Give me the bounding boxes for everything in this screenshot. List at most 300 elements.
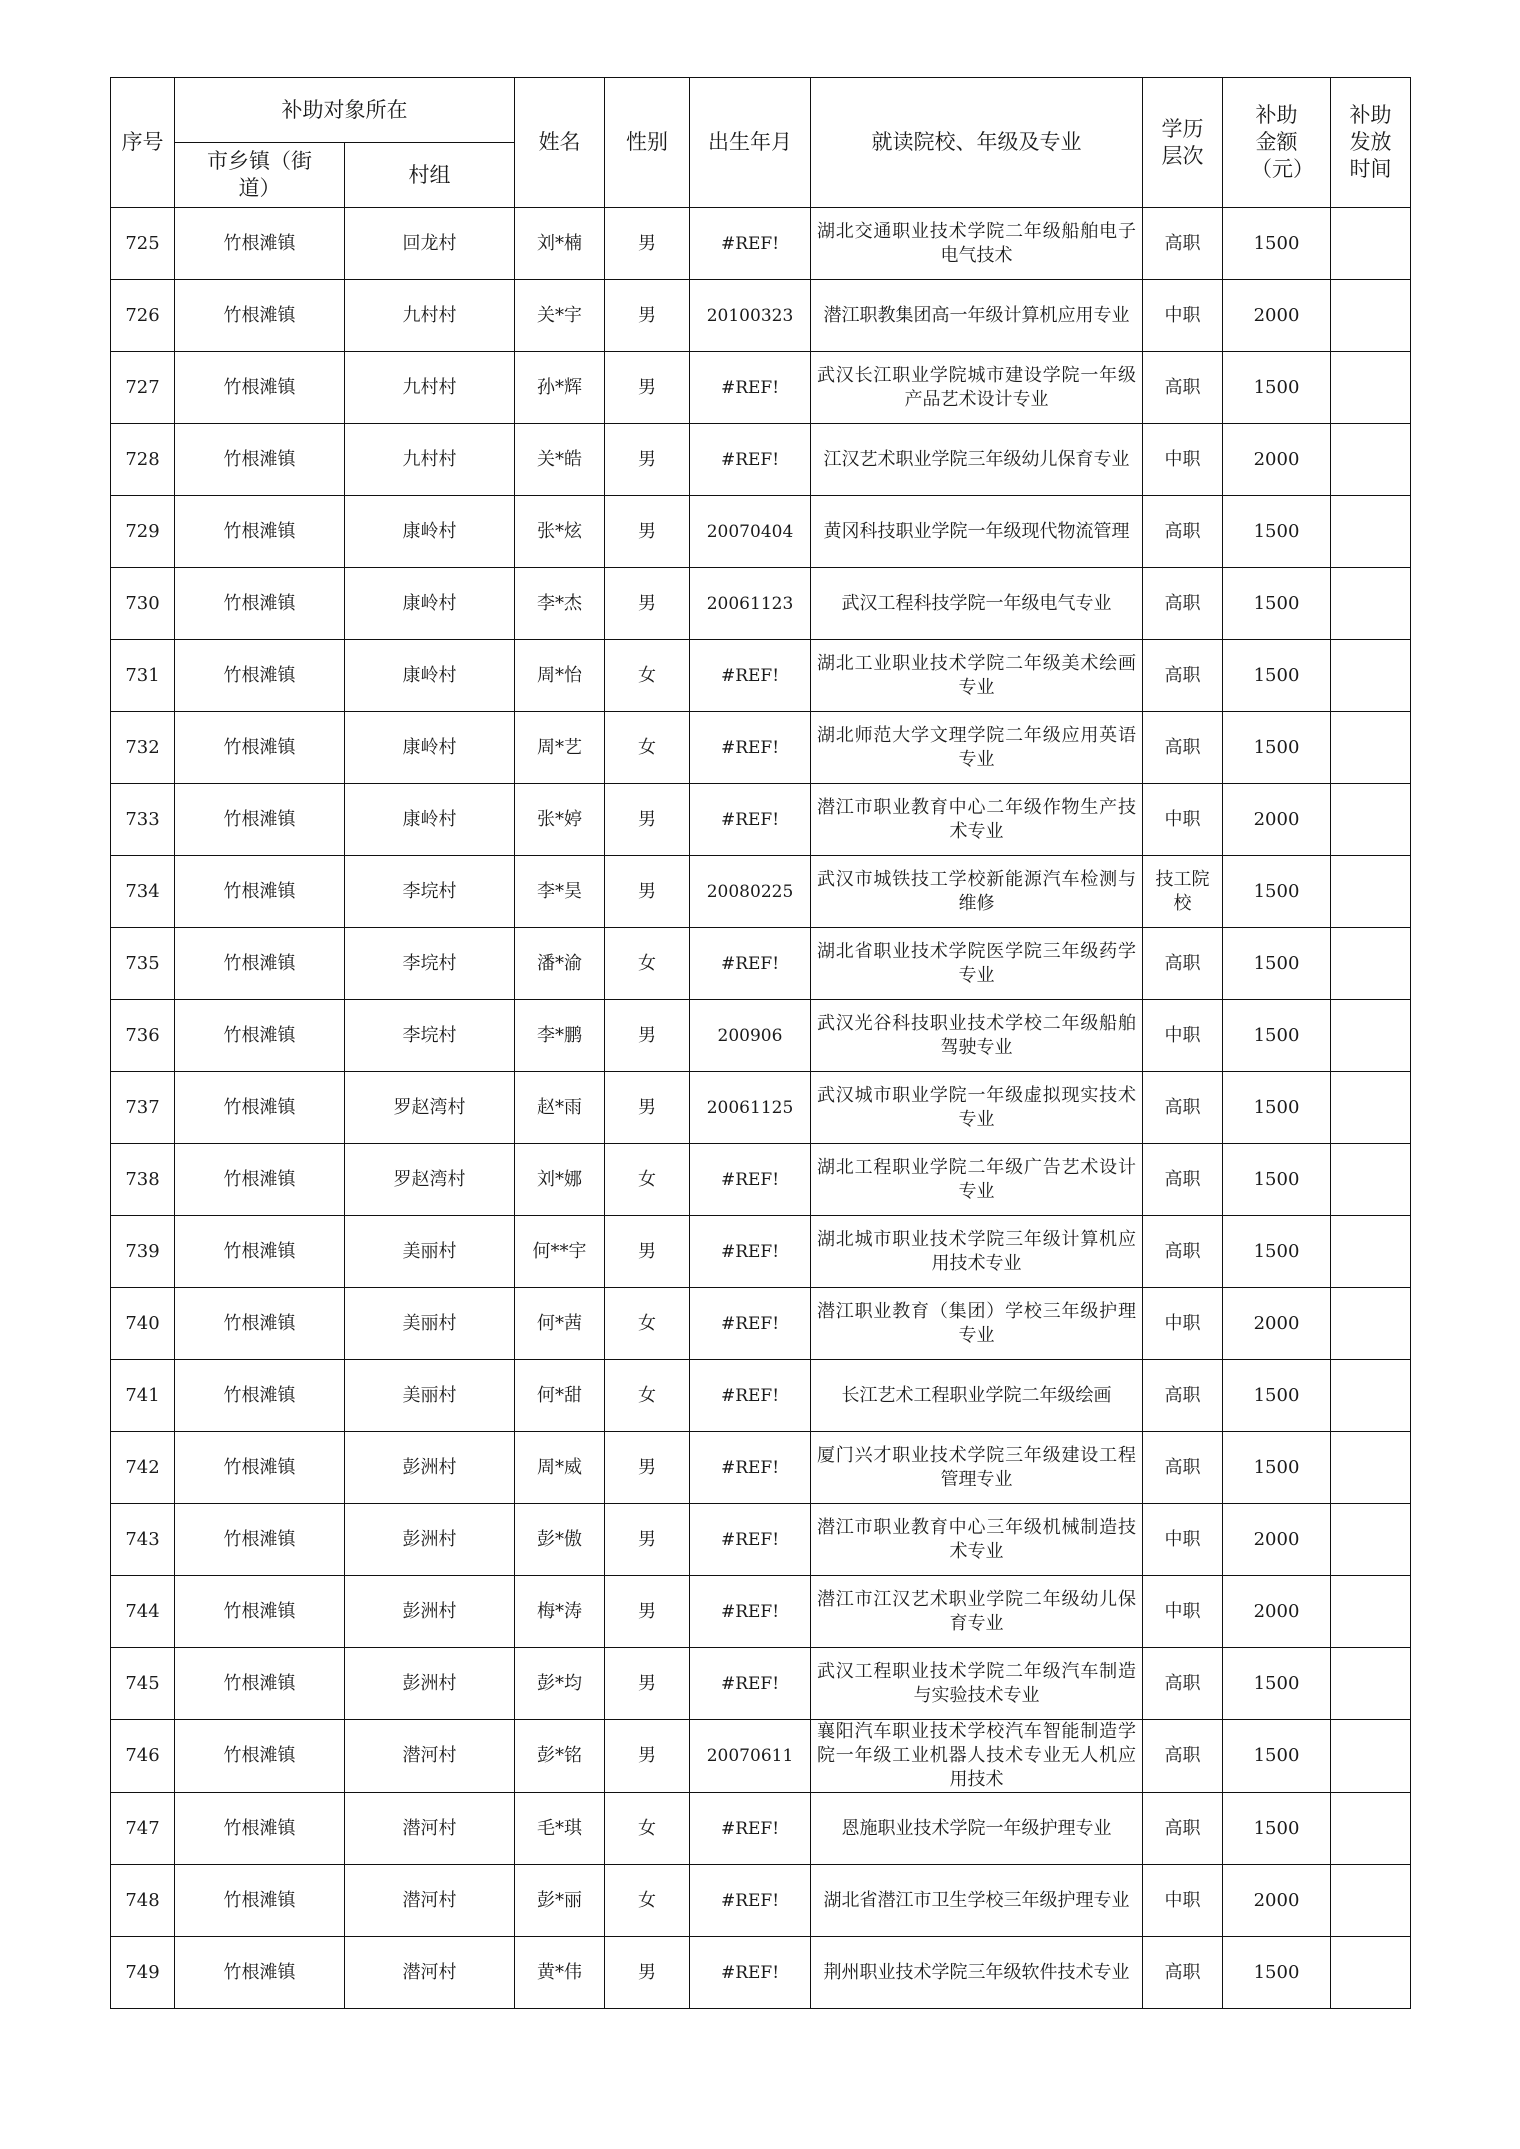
header-level: 学历层次 xyxy=(1143,78,1223,208)
cell-time xyxy=(1331,1720,1411,1793)
header-school: 就读院校、年级及专业 xyxy=(811,78,1143,208)
cell-birth: #REF! xyxy=(690,1360,811,1432)
school-text: 湖北工程职业学院二年级广告艺术设计专业 xyxy=(817,1156,1136,1202)
cell-town: 竹根滩镇 xyxy=(175,1000,345,1072)
subsidy-table xyxy=(110,77,1411,2009)
cell-birth: 20080225 xyxy=(690,856,811,928)
table-row xyxy=(111,712,1411,784)
cell-seq: 747 xyxy=(111,1793,175,1865)
cell-town: 竹根滩镇 xyxy=(175,1937,345,2009)
cell-amount: 2000 xyxy=(1223,1865,1331,1937)
cell-birth: #REF! xyxy=(690,352,811,424)
cell-school xyxy=(811,1216,1143,1288)
header-seq: 序号 xyxy=(111,78,175,208)
cell-village: 九村村 xyxy=(345,424,515,496)
cell-gender: 男 xyxy=(605,496,690,568)
table-row xyxy=(111,1720,1411,1793)
cell-seq: 729 xyxy=(111,496,175,568)
cell-level: 高职 xyxy=(1143,1793,1223,1865)
cell-name: 刘*楠 xyxy=(515,208,605,280)
cell-amount: 2000 xyxy=(1223,1504,1331,1576)
cell-birth: #REF! xyxy=(690,712,811,784)
cell-town: 竹根滩镇 xyxy=(175,1360,345,1432)
table-row xyxy=(111,928,1411,1000)
cell-time xyxy=(1331,1144,1411,1216)
header-gender: 性别 xyxy=(605,78,690,208)
school-text: 湖北省潜江市卫生学校三年级护理专业 xyxy=(823,1889,1130,1911)
cell-village: 李垸村 xyxy=(345,856,515,928)
cell-village: 康岭村 xyxy=(345,784,515,856)
cell-seq: 749 xyxy=(111,1937,175,2009)
cell-school xyxy=(811,712,1143,784)
cell-time xyxy=(1331,1360,1411,1432)
cell-time xyxy=(1331,1000,1411,1072)
table-row xyxy=(111,424,1411,496)
cell-gender: 男 xyxy=(605,1576,690,1648)
cell-amount: 1500 xyxy=(1223,208,1331,280)
school-text: 潜江市职业教育中心三年级机械制造技术专业 xyxy=(817,1516,1136,1562)
cell-town: 竹根滩镇 xyxy=(175,784,345,856)
school-text: 荆州职业技术学院三年级软件技术专业 xyxy=(823,1961,1130,1983)
cell-school xyxy=(811,1072,1143,1144)
cell-name: 刘*娜 xyxy=(515,1144,605,1216)
cell-village: 康岭村 xyxy=(345,568,515,640)
cell-town: 竹根滩镇 xyxy=(175,424,345,496)
cell-school xyxy=(811,352,1143,424)
cell-level: 高职 xyxy=(1143,1144,1223,1216)
school-text: 潜江职教集团高一年级计算机应用专业 xyxy=(823,304,1130,326)
table-row xyxy=(111,1000,1411,1072)
cell-level: 高职 xyxy=(1143,1216,1223,1288)
cell-name: 潘*渝 xyxy=(515,928,605,1000)
cell-level: 高职 xyxy=(1143,496,1223,568)
cell-gender: 男 xyxy=(605,1504,690,1576)
cell-village: 潜河村 xyxy=(345,1793,515,1865)
cell-seq: 736 xyxy=(111,1000,175,1072)
cell-school xyxy=(811,1000,1143,1072)
cell-level: 中职 xyxy=(1143,784,1223,856)
school-text: 恩施职业技术学院一年级护理专业 xyxy=(841,1817,1112,1839)
cell-name: 彭*铭 xyxy=(515,1720,605,1793)
cell-school xyxy=(811,424,1143,496)
cell-seq: 731 xyxy=(111,640,175,712)
table-row xyxy=(111,640,1411,712)
school-text: 襄阳汽车职业技术学校汽车智能制造学院一年级工业机器人技术专业无人机应用技术 xyxy=(817,1721,1136,1790)
header-amount: 补助金额（元） xyxy=(1223,78,1331,208)
table-row xyxy=(111,784,1411,856)
cell-school xyxy=(811,1360,1143,1432)
header-time: 补助发放时间 xyxy=(1331,78,1411,208)
cell-amount: 1500 xyxy=(1223,496,1331,568)
cell-level: 中职 xyxy=(1143,1000,1223,1072)
cell-seq: 739 xyxy=(111,1216,175,1288)
table-row xyxy=(111,1576,1411,1648)
cell-birth: 20061125 xyxy=(690,1072,811,1144)
cell-time xyxy=(1331,1288,1411,1360)
school-text: 武汉工程职业技术学院二年级汽车制造与实验技术专业 xyxy=(817,1660,1136,1706)
cell-village: 潜河村 xyxy=(345,1720,515,1793)
cell-seq: 732 xyxy=(111,712,175,784)
table-row xyxy=(111,1360,1411,1432)
school-text: 潜江市江汉艺术职业学院二年级幼儿保育专业 xyxy=(817,1588,1136,1634)
cell-birth: 200906 xyxy=(690,1000,811,1072)
cell-school xyxy=(811,1144,1143,1216)
table-row xyxy=(111,496,1411,568)
cell-name: 孙*辉 xyxy=(515,352,605,424)
cell-name: 李*杰 xyxy=(515,568,605,640)
cell-birth: 20070611 xyxy=(690,1720,811,1793)
cell-seq: 738 xyxy=(111,1144,175,1216)
cell-seq: 740 xyxy=(111,1288,175,1360)
cell-town: 竹根滩镇 xyxy=(175,1216,345,1288)
school-text: 湖北城市职业技术学院三年级计算机应用技术专业 xyxy=(817,1228,1136,1274)
cell-village: 罗赵湾村 xyxy=(345,1144,515,1216)
cell-level: 中职 xyxy=(1143,280,1223,352)
school-text: 长江艺术工程职业学院二年级绘画 xyxy=(841,1384,1112,1406)
cell-village: 潜河村 xyxy=(345,1937,515,2009)
cell-time xyxy=(1331,640,1411,712)
cell-school xyxy=(811,640,1143,712)
cell-time xyxy=(1331,1504,1411,1576)
cell-school xyxy=(811,784,1143,856)
cell-village: 九村村 xyxy=(345,352,515,424)
cell-level: 高职 xyxy=(1143,1432,1223,1504)
table-row xyxy=(111,1793,1411,1865)
cell-amount: 1500 xyxy=(1223,568,1331,640)
header-name: 姓名 xyxy=(515,78,605,208)
cell-school xyxy=(811,928,1143,1000)
cell-village: 彭洲村 xyxy=(345,1432,515,1504)
cell-village: 潜河村 xyxy=(345,1865,515,1937)
cell-name: 何*甜 xyxy=(515,1360,605,1432)
table-row xyxy=(111,856,1411,928)
cell-town: 竹根滩镇 xyxy=(175,1576,345,1648)
cell-time xyxy=(1331,1937,1411,2009)
cell-birth: #REF! xyxy=(690,1504,811,1576)
cell-level: 高职 xyxy=(1143,928,1223,1000)
cell-amount: 2000 xyxy=(1223,280,1331,352)
cell-amount: 1500 xyxy=(1223,1432,1331,1504)
cell-name: 李*昊 xyxy=(515,856,605,928)
cell-town: 竹根滩镇 xyxy=(175,280,345,352)
cell-gender: 男 xyxy=(605,1216,690,1288)
cell-time xyxy=(1331,208,1411,280)
cell-gender: 男 xyxy=(605,208,690,280)
cell-level: 高职 xyxy=(1143,352,1223,424)
cell-village: 康岭村 xyxy=(345,640,515,712)
cell-school xyxy=(811,1432,1143,1504)
cell-town: 竹根滩镇 xyxy=(175,352,345,424)
cell-school xyxy=(811,1793,1143,1865)
cell-seq: 743 xyxy=(111,1504,175,1576)
cell-seq: 733 xyxy=(111,784,175,856)
school-text: 武汉长江职业学院城市建设学院一年级产品艺术设计专业 xyxy=(817,364,1136,410)
cell-amount: 1500 xyxy=(1223,1144,1331,1216)
table-row xyxy=(111,1937,1411,2009)
cell-town: 竹根滩镇 xyxy=(175,856,345,928)
cell-school xyxy=(811,856,1143,928)
cell-gender: 女 xyxy=(605,1144,690,1216)
table-row xyxy=(111,1288,1411,1360)
cell-seq: 744 xyxy=(111,1576,175,1648)
cell-name: 张*婷 xyxy=(515,784,605,856)
cell-seq: 748 xyxy=(111,1865,175,1937)
cell-village: 彭洲村 xyxy=(345,1648,515,1720)
cell-level: 中职 xyxy=(1143,1504,1223,1576)
cell-level: 高职 xyxy=(1143,712,1223,784)
cell-birth: #REF! xyxy=(690,1144,811,1216)
cell-seq: 725 xyxy=(111,208,175,280)
cell-time xyxy=(1331,280,1411,352)
cell-name: 彭*丽 xyxy=(515,1865,605,1937)
cell-amount: 1500 xyxy=(1223,1360,1331,1432)
cell-amount: 1500 xyxy=(1223,1720,1331,1793)
cell-birth: #REF! xyxy=(690,784,811,856)
table-row xyxy=(111,1865,1411,1937)
school-text: 湖北师范大学文理学院二年级应用英语专业 xyxy=(817,724,1136,770)
cell-town: 竹根滩镇 xyxy=(175,1865,345,1937)
cell-name: 黄*伟 xyxy=(515,1937,605,2009)
header-location: 补助对象所在 xyxy=(175,78,515,143)
school-text: 武汉工程科技学院一年级电气专业 xyxy=(841,592,1112,614)
cell-town: 竹根滩镇 xyxy=(175,1648,345,1720)
header-village: 村组 xyxy=(345,143,515,208)
cell-birth: 20070404 xyxy=(690,496,811,568)
table-row xyxy=(111,1432,1411,1504)
cell-name: 关*宇 xyxy=(515,280,605,352)
cell-name: 毛*琪 xyxy=(515,1793,605,1865)
cell-time xyxy=(1331,856,1411,928)
cell-level: 中职 xyxy=(1143,1576,1223,1648)
cell-birth: #REF! xyxy=(690,1288,811,1360)
header-town: 市乡镇（街道） xyxy=(175,143,345,208)
cell-amount: 2000 xyxy=(1223,784,1331,856)
cell-birth: #REF! xyxy=(690,424,811,496)
cell-village: 李垸村 xyxy=(345,1000,515,1072)
cell-name: 彭*均 xyxy=(515,1648,605,1720)
cell-school xyxy=(811,1504,1143,1576)
cell-level: 中职 xyxy=(1143,1865,1223,1937)
table-row xyxy=(111,208,1411,280)
cell-amount: 1500 xyxy=(1223,928,1331,1000)
cell-village: 美丽村 xyxy=(345,1288,515,1360)
cell-birth: #REF! xyxy=(690,1648,811,1720)
cell-time xyxy=(1331,568,1411,640)
table-row xyxy=(111,280,1411,352)
cell-name: 关*皓 xyxy=(515,424,605,496)
cell-time xyxy=(1331,1432,1411,1504)
school-text: 湖北工业职业技术学院二年级美术绘画专业 xyxy=(817,652,1136,698)
cell-town: 竹根滩镇 xyxy=(175,1720,345,1793)
cell-gender: 女 xyxy=(605,712,690,784)
cell-gender: 男 xyxy=(605,1937,690,2009)
cell-time xyxy=(1331,1865,1411,1937)
cell-level: 中职 xyxy=(1143,424,1223,496)
cell-level: 高职 xyxy=(1143,568,1223,640)
cell-village: 九村村 xyxy=(345,280,515,352)
cell-seq: 737 xyxy=(111,1072,175,1144)
header-birth: 出生年月 xyxy=(690,78,811,208)
cell-amount: 2000 xyxy=(1223,424,1331,496)
cell-amount: 1500 xyxy=(1223,1793,1331,1865)
cell-village: 康岭村 xyxy=(345,496,515,568)
cell-school xyxy=(811,1937,1143,2009)
cell-school xyxy=(811,1720,1143,1793)
cell-birth: 20100323 xyxy=(690,280,811,352)
cell-amount: 1500 xyxy=(1223,856,1331,928)
cell-birth: #REF! xyxy=(690,1865,811,1937)
cell-time xyxy=(1331,1576,1411,1648)
cell-seq: 745 xyxy=(111,1648,175,1720)
cell-village: 罗赵湾村 xyxy=(345,1072,515,1144)
table-header xyxy=(111,78,1411,208)
cell-name: 何*茜 xyxy=(515,1288,605,1360)
cell-school xyxy=(811,1865,1143,1937)
cell-school xyxy=(811,208,1143,280)
cell-level: 高职 xyxy=(1143,208,1223,280)
cell-name: 何**宇 xyxy=(515,1216,605,1288)
cell-level: 高职 xyxy=(1143,1937,1223,2009)
cell-town: 竹根滩镇 xyxy=(175,928,345,1000)
cell-name: 赵*雨 xyxy=(515,1072,605,1144)
cell-name: 周*威 xyxy=(515,1432,605,1504)
cell-seq: 727 xyxy=(111,352,175,424)
cell-gender: 男 xyxy=(605,352,690,424)
cell-name: 周*艺 xyxy=(515,712,605,784)
cell-town: 竹根滩镇 xyxy=(175,1072,345,1144)
cell-gender: 男 xyxy=(605,280,690,352)
cell-level: 技工院校 xyxy=(1143,856,1223,928)
cell-village: 回龙村 xyxy=(345,208,515,280)
cell-gender: 男 xyxy=(605,1432,690,1504)
cell-time xyxy=(1331,496,1411,568)
table-row xyxy=(111,1144,1411,1216)
cell-amount: 1500 xyxy=(1223,1937,1331,2009)
school-text: 江汉艺术职业学院三年级幼儿保育专业 xyxy=(823,448,1130,470)
cell-village: 彭洲村 xyxy=(345,1504,515,1576)
cell-gender: 男 xyxy=(605,568,690,640)
cell-school xyxy=(811,568,1143,640)
cell-amount: 1500 xyxy=(1223,712,1331,784)
school-text: 湖北省职业技术学院医学院三年级药学专业 xyxy=(817,940,1136,986)
table-row xyxy=(111,1216,1411,1288)
cell-level: 高职 xyxy=(1143,1648,1223,1720)
cell-amount: 1500 xyxy=(1223,1000,1331,1072)
cell-birth: #REF! xyxy=(690,1432,811,1504)
cell-level: 高职 xyxy=(1143,1720,1223,1793)
cell-seq: 730 xyxy=(111,568,175,640)
cell-seq: 728 xyxy=(111,424,175,496)
cell-gender: 男 xyxy=(605,1720,690,1793)
cell-time xyxy=(1331,1793,1411,1865)
cell-time xyxy=(1331,1072,1411,1144)
cell-seq: 726 xyxy=(111,280,175,352)
cell-level: 中职 xyxy=(1143,1288,1223,1360)
cell-amount: 2000 xyxy=(1223,1288,1331,1360)
cell-school xyxy=(811,280,1143,352)
school-text: 厦门兴才职业技术学院三年级建设工程管理专业 xyxy=(817,1444,1136,1490)
cell-name: 梅*涛 xyxy=(515,1576,605,1648)
cell-town: 竹根滩镇 xyxy=(175,640,345,712)
school-text: 武汉城市职业学院一年级虚拟现实技术专业 xyxy=(817,1084,1136,1130)
cell-village: 彭洲村 xyxy=(345,1576,515,1648)
cell-village: 美丽村 xyxy=(345,1360,515,1432)
cell-town: 竹根滩镇 xyxy=(175,1288,345,1360)
school-text: 黄冈科技职业学院一年级现代物流管理 xyxy=(823,520,1130,542)
cell-seq: 735 xyxy=(111,928,175,1000)
cell-name: 周*怡 xyxy=(515,640,605,712)
cell-seq: 741 xyxy=(111,1360,175,1432)
cell-gender: 男 xyxy=(605,1648,690,1720)
school-text: 潜江职业教育（集团）学校三年级护理专业 xyxy=(817,1300,1136,1346)
cell-level: 高职 xyxy=(1143,640,1223,712)
cell-town: 竹根滩镇 xyxy=(175,1144,345,1216)
cell-birth: #REF! xyxy=(690,208,811,280)
cell-name: 张*炫 xyxy=(515,496,605,568)
school-text: 武汉市城铁技工学校新能源汽车检测与维修 xyxy=(817,868,1136,914)
table-row xyxy=(111,352,1411,424)
cell-village: 康岭村 xyxy=(345,712,515,784)
cell-name: 彭*傲 xyxy=(515,1504,605,1576)
cell-time xyxy=(1331,712,1411,784)
cell-amount: 1500 xyxy=(1223,1648,1331,1720)
school-text: 潜江市职业教育中心二年级作物生产技术专业 xyxy=(817,796,1136,842)
cell-gender: 男 xyxy=(605,1072,690,1144)
table-row xyxy=(111,568,1411,640)
cell-gender: 男 xyxy=(605,424,690,496)
school-text: 武汉光谷科技职业技术学校二年级船舶驾驶专业 xyxy=(817,1012,1136,1058)
cell-birth: #REF! xyxy=(690,928,811,1000)
cell-town: 竹根滩镇 xyxy=(175,1504,345,1576)
school-text: 湖北交通职业技术学院二年级船舶电子电气技术 xyxy=(817,220,1136,266)
cell-gender: 男 xyxy=(605,1000,690,1072)
table-row xyxy=(111,1504,1411,1576)
cell-birth: #REF! xyxy=(690,1937,811,2009)
cell-amount: 1500 xyxy=(1223,1072,1331,1144)
cell-name: 李*鹏 xyxy=(515,1000,605,1072)
cell-amount: 1500 xyxy=(1223,352,1331,424)
cell-birth: #REF! xyxy=(690,1793,811,1865)
cell-village: 李垸村 xyxy=(345,928,515,1000)
cell-birth: #REF! xyxy=(690,640,811,712)
cell-town: 竹根滩镇 xyxy=(175,568,345,640)
cell-seq: 734 xyxy=(111,856,175,928)
cell-seq: 746 xyxy=(111,1720,175,1793)
table-row xyxy=(111,1072,1411,1144)
cell-level: 高职 xyxy=(1143,1360,1223,1432)
cell-school xyxy=(811,1288,1143,1360)
cell-town: 竹根滩镇 xyxy=(175,1432,345,1504)
cell-town: 竹根滩镇 xyxy=(175,496,345,568)
cell-birth: #REF! xyxy=(690,1576,811,1648)
cell-school xyxy=(811,1648,1143,1720)
cell-amount: 1500 xyxy=(1223,640,1331,712)
cell-gender: 女 xyxy=(605,1793,690,1865)
cell-time xyxy=(1331,928,1411,1000)
cell-amount: 1500 xyxy=(1223,1216,1331,1288)
cell-time xyxy=(1331,784,1411,856)
cell-gender: 女 xyxy=(605,1360,690,1432)
cell-school xyxy=(811,496,1143,568)
cell-gender: 女 xyxy=(605,1865,690,1937)
cell-time xyxy=(1331,424,1411,496)
table-row xyxy=(111,1648,1411,1720)
cell-town: 竹根滩镇 xyxy=(175,208,345,280)
cell-school xyxy=(811,1576,1143,1648)
table-body xyxy=(111,208,1411,2009)
cell-gender: 女 xyxy=(605,640,690,712)
cell-town: 竹根滩镇 xyxy=(175,712,345,784)
